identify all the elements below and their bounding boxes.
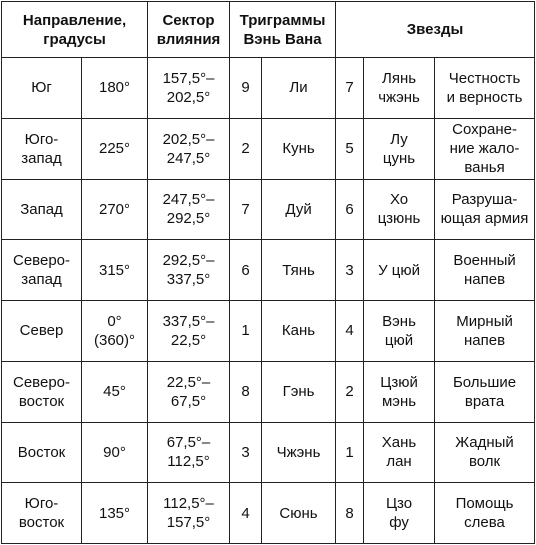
star-meaning-cell: Сохране- ние жало- ванья: [435, 118, 535, 179]
degrees-cell: 225°: [82, 118, 148, 179]
directions-table: [1, 1, 535, 544]
star-name-cell: Цзюй мэнь: [364, 361, 435, 422]
sector-cell: 22,5°– 67,5°: [148, 361, 230, 422]
header-trigrams: Триграммы Вэнь Вана: [230, 2, 336, 58]
trigram-name-cell: Чжэнь: [262, 422, 336, 483]
sector-cell: 202,5°– 247,5°: [148, 118, 230, 179]
trigram-number-cell: 7: [230, 179, 262, 240]
star-meaning-cell: Большие врата: [435, 361, 535, 422]
trigram-number-cell: 8: [230, 361, 262, 422]
star-number-cell: 1: [336, 422, 364, 483]
star-name-cell: Вэнь цюй: [364, 301, 435, 362]
star-number-cell: 6: [336, 179, 364, 240]
header-direction: Направление, градусы: [2, 2, 148, 58]
header-row: [2, 2, 535, 58]
direction-cell: Юг: [2, 58, 82, 119]
trigram-name-cell: Кань: [262, 301, 336, 362]
degrees-cell: 270°: [82, 179, 148, 240]
star-name-cell: Хань лан: [364, 422, 435, 483]
trigram-number-cell: 3: [230, 422, 262, 483]
degrees-cell: 90°: [82, 422, 148, 483]
star-number-cell: 2: [336, 361, 364, 422]
direction-cell: Северо- запад: [2, 240, 82, 301]
direction-cell: Юго- запад: [2, 118, 82, 179]
trigram-number-cell: 2: [230, 118, 262, 179]
trigram-name-cell: Тянь: [262, 240, 336, 301]
sector-cell: 292,5°– 337,5°: [148, 240, 230, 301]
trigram-number-cell: 9: [230, 58, 262, 119]
table-row: [2, 179, 535, 240]
star-name-cell: Лу цунь: [364, 118, 435, 179]
trigram-name-cell: Гэнь: [262, 361, 336, 422]
star-meaning-cell: Помощь слева: [435, 483, 535, 544]
degrees-cell: 315°: [82, 240, 148, 301]
table-body: [2, 58, 535, 544]
table-row: [2, 361, 535, 422]
table-row: [2, 301, 535, 362]
header-sector: Сектор влияния: [148, 2, 230, 58]
table-row: [2, 58, 535, 119]
star-name-cell: Цзо фу: [364, 483, 435, 544]
star-name-cell: Хо цзюнь: [364, 179, 435, 240]
degrees-cell: 45°: [82, 361, 148, 422]
star-number-cell: 3: [336, 240, 364, 301]
trigram-number-cell: 4: [230, 483, 262, 544]
direction-cell: Северо- восток: [2, 361, 82, 422]
trigram-number-cell: 1: [230, 301, 262, 362]
direction-cell: Север: [2, 301, 82, 362]
star-number-cell: 4: [336, 301, 364, 362]
star-number-cell: 5: [336, 118, 364, 179]
trigram-name-cell: Дуй: [262, 179, 336, 240]
trigram-name-cell: Сюнь: [262, 483, 336, 544]
star-meaning-cell: Военный напев: [435, 240, 535, 301]
degrees-cell: 180°: [82, 58, 148, 119]
table-row: [2, 118, 535, 179]
star-number-cell: 7: [336, 58, 364, 119]
star-name-cell: Лянь чжэнь: [364, 58, 435, 119]
star-name-cell: У цюй: [364, 240, 435, 301]
sector-cell: 67,5°– 112,5°: [148, 422, 230, 483]
table-row: [2, 240, 535, 301]
table-row: [2, 422, 535, 483]
header-stars: Звезды: [336, 2, 535, 58]
direction-cell: Юго- восток: [2, 483, 82, 544]
direction-cell: Восток: [2, 422, 82, 483]
sector-cell: 157,5°– 202,5°: [148, 58, 230, 119]
star-meaning-cell: Мирный напев: [435, 301, 535, 362]
table-row: [2, 483, 535, 544]
star-meaning-cell: Честность и верность: [435, 58, 535, 119]
trigram-name-cell: Кунь: [262, 118, 336, 179]
star-meaning-cell: Жадный волк: [435, 422, 535, 483]
star-meaning-cell: Разруша- ющая армия: [435, 179, 535, 240]
direction-cell: Запад: [2, 179, 82, 240]
trigram-number-cell: 6: [230, 240, 262, 301]
degrees-cell: 135°: [82, 483, 148, 544]
sector-cell: 112,5°– 157,5°: [148, 483, 230, 544]
sector-cell: 337,5°– 22,5°: [148, 301, 230, 362]
degrees-cell: 0° (360)°: [82, 301, 148, 362]
trigram-name-cell: Ли: [262, 58, 336, 119]
sector-cell: 247,5°– 292,5°: [148, 179, 230, 240]
star-number-cell: 8: [336, 483, 364, 544]
